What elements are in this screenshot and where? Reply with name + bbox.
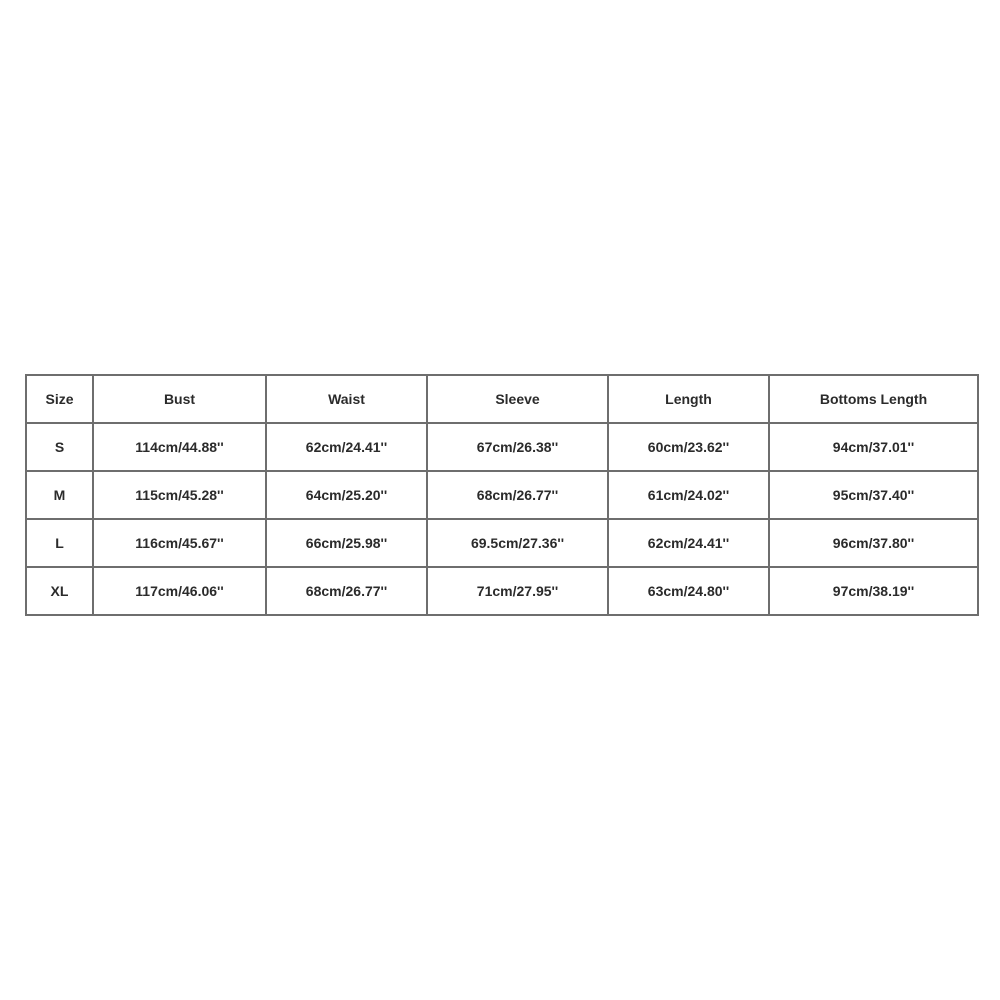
header-size: Size (27, 376, 94, 424)
cell-length: 60cm/23.62'' (609, 424, 770, 472)
table-row (27, 472, 977, 520)
cell-bust: 117cm/46.06'' (94, 568, 267, 614)
cell-sleeve: 68cm/26.77'' (428, 472, 609, 520)
cell-bottoms-length: 96cm/37.80'' (770, 520, 977, 568)
header-bust: Bust (94, 376, 267, 424)
cell-bottoms-length: 95cm/37.40'' (770, 472, 977, 520)
cell-length: 61cm/24.02'' (609, 472, 770, 520)
cell-waist: 64cm/25.20'' (267, 472, 428, 520)
table-row (27, 424, 977, 472)
header-row (27, 376, 977, 424)
cell-sleeve: 69.5cm/27.36'' (428, 520, 609, 568)
header-sleeve: Sleeve (428, 376, 609, 424)
cell-sleeve: 67cm/26.38'' (428, 424, 609, 472)
header-length: Length (609, 376, 770, 424)
cell-bust: 115cm/45.28'' (94, 472, 267, 520)
cell-waist: 68cm/26.77'' (267, 568, 428, 614)
header-bottoms-length: Bottoms Length (770, 376, 977, 424)
cell-size: M (27, 472, 94, 520)
table-row (27, 520, 977, 568)
cell-waist: 62cm/24.41'' (267, 424, 428, 472)
cell-sleeve: 71cm/27.95'' (428, 568, 609, 614)
cell-bust: 114cm/44.88'' (94, 424, 267, 472)
cell-length: 62cm/24.41'' (609, 520, 770, 568)
cell-size: S (27, 424, 94, 472)
cell-bottoms-length: 94cm/37.01'' (770, 424, 977, 472)
cell-bottoms-length: 97cm/38.19'' (832, 583, 915, 599)
cell-waist: 66cm/25.98'' (267, 520, 428, 568)
cell-size: L (27, 520, 94, 568)
cell-size: XL (27, 568, 94, 614)
table-row (27, 568, 977, 614)
cell-bust: 116cm/45.67'' (94, 520, 267, 568)
cell-length: 63cm/24.80'' (609, 568, 770, 614)
size-chart-table (25, 374, 979, 616)
header-waist: Waist (267, 376, 428, 424)
